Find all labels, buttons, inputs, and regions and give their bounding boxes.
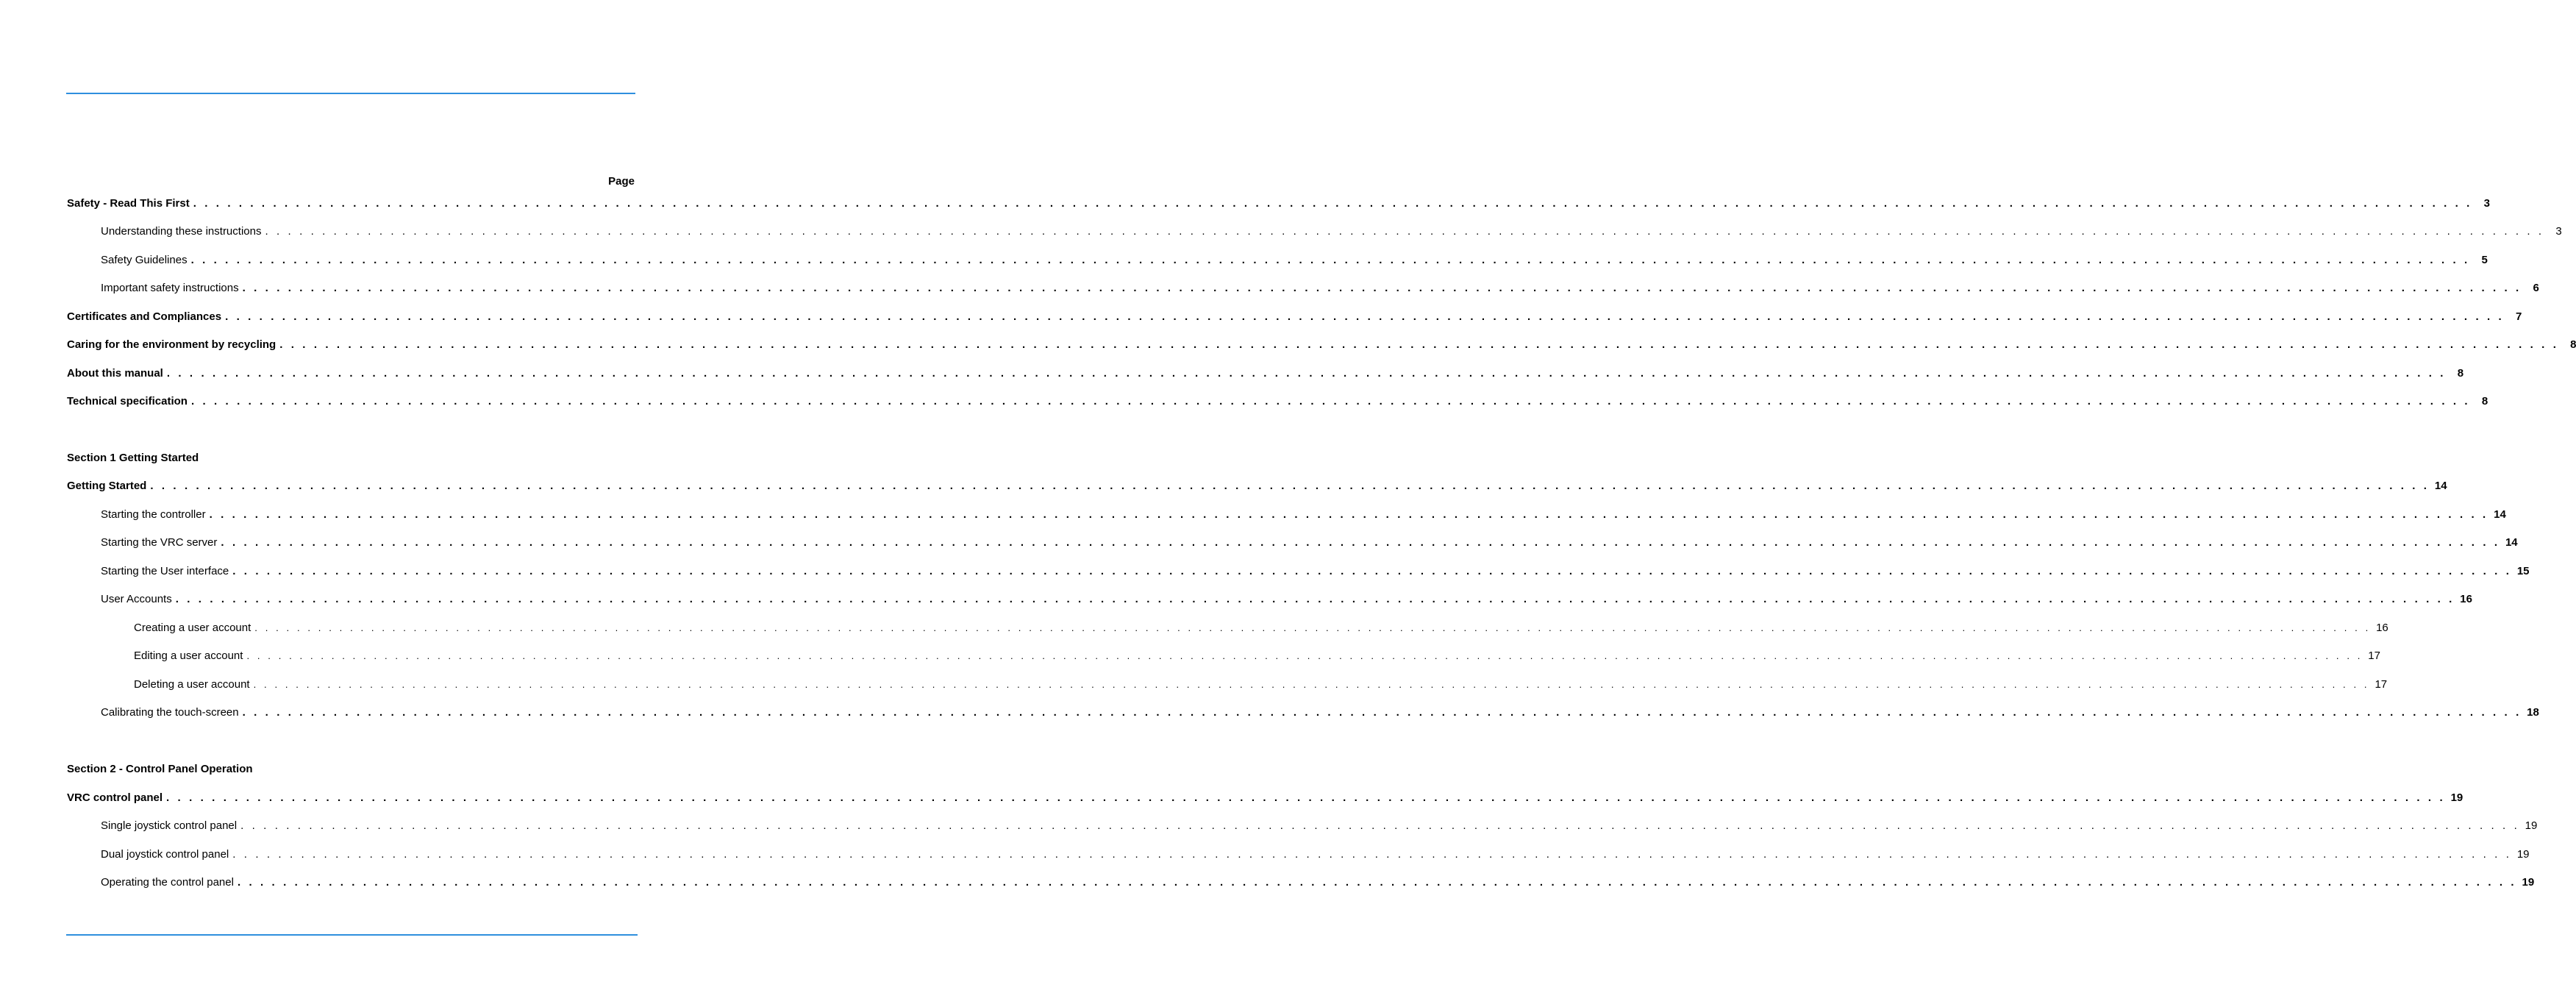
toc-entry-title: Certificates and Compliances [67,310,222,323]
toc-page-number: 16 [2376,622,2388,634]
toc-entry[interactable] [101,254,2488,267]
toc-page-number: 17 [2368,649,2380,662]
toc-page-number: 8 [2457,367,2464,380]
toc-entry-title: Dual joystick control panel [101,848,229,861]
toc-leader-dots: . . . . . . . . . . . . . . . . . . . . . . . . . . . . . . . . . . . . . . . . . . . . . . . . . . . . . . . . . . . . . . . . . . . . . . . . . . . . . . . . . . . . . . . . . . . . . . . . . . . . . . . . . . . . . . . . . . . . . . . . . . . . . . . . . . . . . . . . . . . . . . . . . . . . . . . . . . . . . . . . . . . . . . . . . . . . . . . . . . . . . . . . . . . . . . . . . . . . . . . . [166,791,2446,804]
toc-entry[interactable] [101,706,2539,719]
toc-entry[interactable] [134,622,2388,635]
section-2-heading: Section 2 - Control Panel Operation [67,763,253,775]
toc-leader-dots: . . . . . . . . . . . . . . . . . . . . . . . . . . . . . . . . . . . . . . . . . . . . . . . . . . . . . . . . . . . . . . . . . . . . . . . . . . . . . . . . . . . . . . . . . . . . . . . . . . . . . . . . . . . . . . . . . . . . . . . . . . . . . . . . . . . . . . . . . . . . . . . . . . . . . . . . . . . . . . . . . . . . . . . . . . . . . . . . . . . . . . . . . . . . . . . . . . . . . . . . [225,310,2505,323]
toc-entry-title: Starting the User interface [101,565,229,577]
toc-page-number: 7 [2515,310,2522,323]
toc-leader-dots: . . . . . . . . . . . . . . . . . . . . . . . . . . . . . . . . . . . . . . . . . . . . . . . . . . . . . . . . . . . . . . . . . . . . . . . . . . . . . . . . . . . . . . . . . . . . . . . . . . . . . . . . . . . . . . . . . . . . . . . . . . . . . . . . . . . . . . . . . . . . . . . . . . . . . . . . . . . . . . . . . . . . . . . . . . . . . . . . . . . . . . . . . . . . . . . . . . . . . . . . [209,508,2488,521]
toc-entry-title: Technical specification [67,395,188,407]
toc-page-number: 14 [2505,536,2518,549]
toc-leader-dots: . . . . . . . . . . . . . . . . . . . . . . . . . . . . . . . . . . . . . . . . . . . . . . . . . . . . . . . . . . . . . . . . . . . . . . . . . . . . . . . . . . . . . . . . . . . . . . . . . . . . . . . . . . . . . . . . . . . . . . . . . . . . . . . . . . . . . . . . . . . . . . . . . . . . . . . . . . . . . . . . . . . . . . . . . . . . . . . . . . . . . . . . . . . . . . . . . . . . . . . . [246,650,2363,661]
toc-page-number: 6 [2533,282,2539,294]
toc-leader-dots: . . . . . . . . . . . . . . . . . . . . . . . . . . . . . . . . . . . . . . . . . . . . . . . . . . . . . . . . . . . . . . . . . . . . . . . . . . . . . . . . . . . . . . . . . . . . . . . . . . . . . . . . . . . . . . . . . . . . . . . . . . . . . . . . . . . . . . . . . . . . . . . . . . . . . . . . . . . . . . . . . . . . . . . . . . . . . . . . . . . . . . . . . . . . . . . . . . . . . . . . [175,593,2455,605]
toc-page-number: 14 [2434,480,2447,492]
toc-entry[interactable] [101,819,2538,833]
toc-entry-title: Safety Guidelines [101,254,188,266]
toc-page-number: 17 [2375,678,2388,691]
toc-page-number: 8 [2481,395,2488,407]
toc-entry[interactable] [67,791,2463,805]
toc-leader-dots: . . . . . . . . . . . . . . . . . . . . . . . . . . . . . . . . . . . . . . . . . . . . . . . . . . . . . . . . . . . . . . . . . . . . . . . . . . . . . . . . . . . . . . . . . . . . . . . . . . . . . . . . . . . . . . . . . . . . . . . . . . . . . . . . . . . . . . . . . . . . . . . . . . . . . . . . . . . . . . . . . . . . . . . . . . . . . . . . . . . . . . . . . . . . . . . . . . . . . . . . [190,254,2470,266]
toc-leader-dots: . . . . . . . . . . . . . . . . . . . . . . . . . . . . . . . . . . . . . . . . . . . . . . . . . . . . . . . . . . . . . . . . . . . . . . . . . . . . . . . . . . . . . . . . . . . . . . . . . . . . . . . . . . . . . . . . . . . . . . . . . . . . . . . . . . . . . . . . . . . . . . . . . . . . . . . . . . . . . . . . . . . . . . . . . . . . . . . . . . . . . . . . . . . . . . . . . . . . . . . . [221,536,2500,549]
bottom-rule [66,934,638,936]
toc-page-number: 5 [2481,254,2488,266]
toc-page-number: 18 [2527,706,2539,719]
toc-entry-title: Deleting a user account [134,678,250,691]
toc-entry-title: Important safety instructions [101,282,239,294]
toc-page-number: 19 [2450,791,2463,804]
toc-leader-dots: . . . . . . . . . . . . . . . . . . . . . . . . . . . . . . . . . . . . . . . . . . . . . . . . . . . . . . . . . . . . . . . . . . . . . . . . . . . . . . . . . . . . . . . . . . . . . . . . . . . . . . . . . . . . . . . . . . . . . . . . . . . . . . . . . . . . . . . . . . . . . . . . . . . . . . . . . . . . . . . . . . . . . . . . . . . . . . . . . . . . . . . . . . . . . . . . . . . . . . . . [240,819,2520,832]
toc-leader-dots: . . . . . . . . . . . . . . . . . . . . . . . . . . . . . . . . . . . . . . . . . . . . . . . . . . . . . . . . . . . . . . . . . . . . . . . . . . . . . . . . . . . . . . . . . . . . . . . . . . . . . . . . . . . . . . . . . . . . . . . . . . . . . . . . . . . . . . . . . . . . . . . . . . . . . . . . . . . . . . . . . . . . . . . . . . . . . . . . . . . . . . . . . . . . . . . . . . . . . . . . [232,565,2512,577]
toc-entry[interactable] [67,480,2447,493]
toc-entry-title: Caring for the environment by recycling [67,338,276,351]
toc-page-number: 19 [2525,819,2538,832]
toc-entry[interactable] [67,338,2576,352]
toc-page-number: 14 [2494,508,2506,521]
toc-entry-title: Creating a user account [134,622,251,634]
toc-leader-dots: . . . . . . . . . . . . . . . . . . . . . . . . . . . . . . . . . . . . . . . . . . . . . . . . . . . . . . . . . . . . . . . . . . . . . . . . . . . . . . . . . . . . . . . . . . . . . . . . . . . . . . . . . . . . . . . . . . . . . . . . . . . . . . . . . . . . . . . . . . . . . . . . . . . . . . . . . . . . . . . . . . . . . . . . . . . . . . . . . . . . . . . . . . . . . . . . . . . . . . . . [253,679,2370,690]
toc-entry[interactable] [67,310,2522,324]
toc-entry-title: VRC control panel [67,791,163,804]
toc-page-number: 15 [2516,565,2530,577]
toc-leader-dots: . . . . . . . . . . . . . . . . . . . . . . . . . . . . . . . . . . . . . . . . . . . . . . . . . . . . . . . . . . . . . . . . . . . . . . . . . . . . . . . . . . . . . . . . . . . . . . . . . . . . . . . . . . . . . . . . . . . . . . . . . . . . . . . . . . . . . . . . . . . . . . . . . . . . . . . . . . . . . . . . . . . . . . . . . . . . . . . . . . . . . . . . . . . . . . . . . . . . . . . . [237,876,2517,889]
toc-page-number: 3 [2555,225,2562,238]
toc-entry[interactable] [101,508,2506,522]
toc-page-number: 3 [2483,197,2490,210]
toc-entry-title: Starting the controller [101,508,206,521]
toc-entry-title: User Accounts [101,593,172,605]
toc-entry[interactable] [101,536,2518,549]
section-1-heading: Section 1 Getting Started [67,452,199,464]
toc-leader-dots: . . . . . . . . . . . . . . . . . . . . . . . . . . . . . . . . . . . . . . . . . . . . . . . . . . . . . . . . . . . . . . . . . . . . . . . . . . . . . . . . . . . . . . . . . . . . . . . . . . . . . . . . . . . . . . . . . . . . . . . . . . . . . . . . . . . . . . . . . . . . . . . . . . . . . . . . . . . . . . . . . . . . . . . . . . . . . . . . . . . . . . . . . . . . . . . . . . . . . . . . [242,282,2522,294]
top-rule [66,93,635,94]
toc-page-number: 16 [2460,593,2472,605]
toc-entry-title: Starting the VRC server [101,536,218,549]
toc-leader-dots: . . . . . . . . . . . . . . . . . . . . . . . . . . . . . . . . . . . . . . . . . . . . . . . . . . . . . . . . . . . . . . . . . . . . . . . . . . . . . . . . . . . . . . . . . . . . . . . . . . . . . . . . . . . . . . . . . . . . . . . . . . . . . . . . . . . . . . . . . . . . . . . . . . . . . . . . . . . . . . . . . . . . . . . . . . . . . . . . . . . . . . . . . . . . . . . . . . . . . . . . [232,848,2512,861]
toc-entry[interactable] [101,565,2530,578]
toc-leader-dots: . . . . . . . . . . . . . . . . . . . . . . . . . . . . . . . . . . . . . . . . . . . . . . . . . . . . . . . . . . . . . . . . . . . . . . . . . . . . . . . . . . . . . . . . . . . . . . . . . . . . . . . . . . . . . . . . . . . . . . . . . . . . . . . . . . . . . . . . . . . . . . . . . . . . . . . . . . . . . . . . . . . . . . . . . . . . . . . . . . . . . . . . . . . . . . . . . . . . . . . . [265,225,2544,238]
page-column-header: Page [608,175,635,188]
toc-entry[interactable] [134,649,2380,663]
toc-entry-title: Single joystick control panel [101,819,238,832]
toc-page-number: 8 [2570,338,2576,351]
toc-leader-dots: . . . . . . . . . . . . . . . . . . . . . . . . . . . . . . . . . . . . . . . . . . . . . . . . . . . . . . . . . . . . . . . . . . . . . . . . . . . . . . . . . . . . . . . . . . . . . . . . . . . . . . . . . . . . . . . . . . . . . . . . . . . . . . . . . . . . . . . . . . . . . . . . . . . . . . . . . . . . . . . . . . . . . . . . . . . . . . . . . . . . . . . . . . . . . . . . . . . . . . . . [166,367,2447,380]
toc-entry[interactable] [101,848,2530,861]
toc-page-number: 19 [2522,876,2535,889]
toc-entry[interactable] [101,225,2562,238]
toc-leader-dots: . . . . . . . . . . . . . . . . . . . . . . . . . . . . . . . . . . . . . . . . . . . . . . . . . . . . . . . . . . . . . . . . . . . . . . . . . . . . . . . . . . . . . . . . . . . . . . . . . . . . . . . . . . . . . . . . . . . . . . . . . . . . . . . . . . . . . . . . . . . . . . . . . . . . . . . . . . . . . . . . . . . . . . . . . . . . . . . . . . . . . . . . . . . . . . . . . . . . . . . . [242,706,2522,719]
toc-entry[interactable] [134,678,2388,691]
toc-entry[interactable] [101,282,2539,295]
toc-leader-dots: . . . . . . . . . . . . . . . . . . . . . . . . . . . . . . . . . . . . . . . . . . . . . . . . . . . . . . . . . . . . . . . . . . . . . . . . . . . . . . . . . . . . . . . . . . . . . . . . . . . . . . . . . . . . . . . . . . . . . . . . . . . . . . . . . . . . . . . . . . . . . . . . . . . . . . . . . . . . . . . . . . . . . . . . . . . . . . . . . . . . . . . . . . . . . . . . . . . . . . . . [279,338,2559,351]
toc-entry[interactable] [67,367,2464,380]
toc-entry[interactable] [67,395,2488,408]
toc-entry-title: Understanding these instructions [101,225,262,238]
toc-leader-dots: . . . . . . . . . . . . . . . . . . . . . . . . . . . . . . . . . . . . . . . . . . . . . . . . . . . . . . . . . . . . . . . . . . . . . . . . . . . . . . . . . . . . . . . . . . . . . . . . . . . . . . . . . . . . . . . . . . . . . . . . . . . . . . . . . . . . . . . . . . . . . . . . . . . . . . . . . . . . . . . . . . . . . . . . . . . . . . . . . . . . . . . . . . . . . . . . . . . . . . . . [254,622,2371,633]
toc-leader-dots: . . . . . . . . . . . . . . . . . . . . . . . . . . . . . . . . . . . . . . . . . . . . . . . . . . . . . . . . . . . . . . . . . . . . . . . . . . . . . . . . . . . . . . . . . . . . . . . . . . . . . . . . . . . . . . . . . . . . . . . . . . . . . . . . . . . . . . . . . . . . . . . . . . . . . . . . . . . . . . . . . . . . . . . . . . . . . . . . . . . . . . . . . . . . . . . . . . . . . . . . [150,480,2430,492]
toc-entry[interactable] [101,593,2472,606]
toc-page-number: 19 [2516,848,2530,861]
toc-leader-dots: . . . . . . . . . . . . . . . . . . . . . . . . . . . . . . . . . . . . . . . . . . . . . . . . . . . . . . . . . . . . . . . . . . . . . . . . . . . . . . . . . . . . . . . . . . . . . . . . . . . . . . . . . . . . . . . . . . . . . . . . . . . . . . . . . . . . . . . . . . . . . . . . . . . . . . . . . . . . . . . . . . . . . . . . . . . . . . . . . . . . . . . . . . . . . . . . . . . . . . . . [190,395,2471,407]
toc-entry-title: Safety - Read This First [67,197,190,210]
toc-leader-dots: . . . . . . . . . . . . . . . . . . . . . . . . . . . . . . . . . . . . . . . . . . . . . . . . . . . . . . . . . . . . . . . . . . . . . . . . . . . . . . . . . . . . . . . . . . . . . . . . . . . . . . . . . . . . . . . . . . . . . . . . . . . . . . . . . . . . . . . . . . . . . . . . . . . . . . . . . . . . . . . . . . . . . . . . . . . . . . . . . . . . . . . . . . . . . . . . . . . . . . . . [193,197,2472,210]
toc-entry-title: Calibrating the touch-screen [101,706,239,719]
toc-entry-title: About this manual [67,367,163,380]
toc-entry-title: Operating the control panel [101,876,234,889]
toc-entry[interactable] [101,876,2535,889]
toc-entry[interactable] [67,197,2490,210]
toc-entry-title: Getting Started [67,480,147,492]
toc-entry-title: Editing a user account [134,649,243,662]
